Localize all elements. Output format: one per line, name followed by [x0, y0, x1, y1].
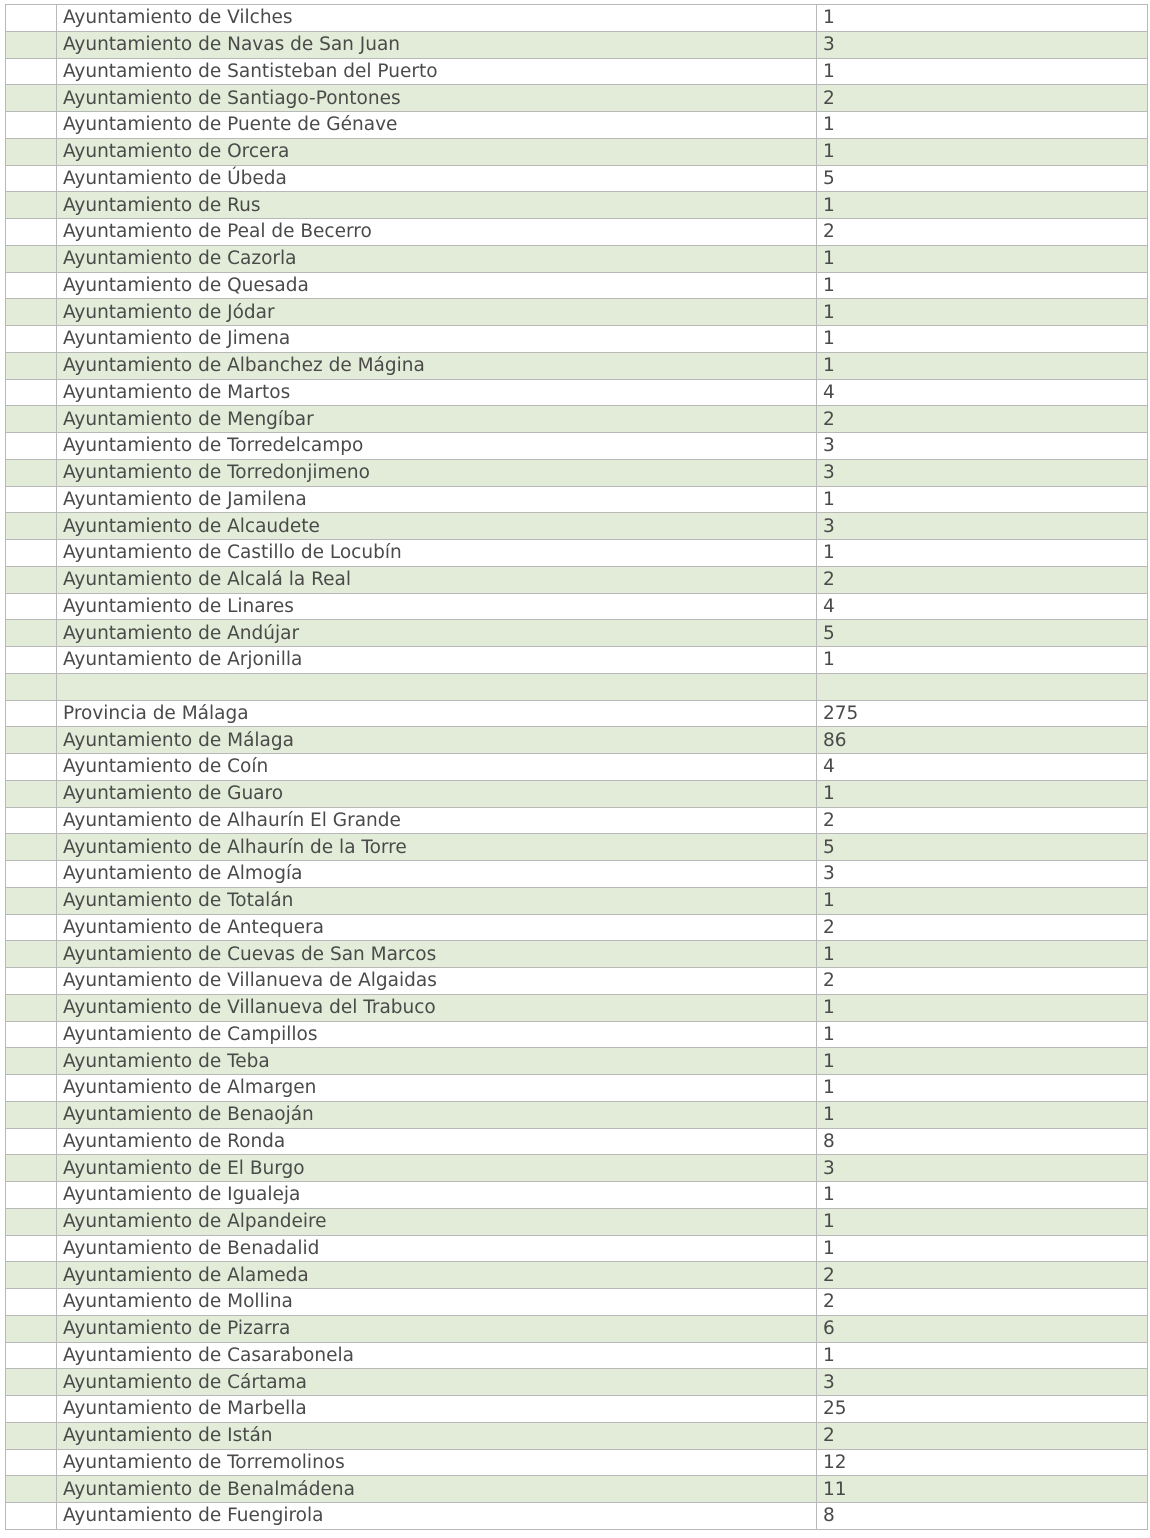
count-cell: 5: [817, 834, 1148, 861]
entity-name-cell: Ayuntamiento de Cártama: [57, 1369, 817, 1396]
count-cell: 6: [817, 1315, 1148, 1342]
table-body: [6, 5, 1148, 1530]
table-row: [6, 245, 1148, 272]
table-row: [6, 406, 1148, 433]
table-row: [6, 994, 1148, 1021]
entity-name-cell: Ayuntamiento de Jódar: [57, 299, 817, 326]
table-row: [6, 1128, 1148, 1155]
table-row: [6, 1342, 1148, 1369]
index-cell: [6, 406, 57, 433]
entity-name-cell: Ayuntamiento de Alcalá la Real: [57, 566, 817, 593]
table-row: [6, 1075, 1148, 1102]
index-cell: [6, 299, 57, 326]
count-cell: 1: [817, 887, 1148, 914]
index-cell: [6, 754, 57, 781]
index-cell: [6, 85, 57, 112]
entity-name-cell: Ayuntamiento de Cuevas de San Marcos: [57, 941, 817, 968]
entity-name-cell: Ayuntamiento de Arjonilla: [57, 647, 817, 674]
index-cell: [6, 1075, 57, 1102]
entity-name-cell: Ayuntamiento de Benalmádena: [57, 1476, 817, 1503]
entity-name-cell: Ayuntamiento de Alameda: [57, 1262, 817, 1289]
index-cell: [6, 433, 57, 460]
table-row: [6, 700, 1148, 727]
count-cell: 2: [817, 1262, 1148, 1289]
count-cell: 2: [817, 807, 1148, 834]
table-row: [6, 486, 1148, 513]
count-cell: 1: [817, 112, 1148, 139]
entity-name-cell: Ayuntamiento de Santisteban del Puerto: [57, 58, 817, 85]
index-cell: [6, 486, 57, 513]
count-cell: 4: [817, 379, 1148, 406]
index-cell: [6, 1342, 57, 1369]
entity-name-cell: Ayuntamiento de Pizarra: [57, 1315, 817, 1342]
entity-name-cell: Ayuntamiento de Casarabonela: [57, 1342, 817, 1369]
count-cell: 1: [817, 138, 1148, 165]
entity-name-cell: Ayuntamiento de Albanchez de Mágina: [57, 352, 817, 379]
index-cell: [6, 1128, 57, 1155]
entity-name-cell: Ayuntamiento de Antequera: [57, 914, 817, 941]
table-row: [6, 58, 1148, 85]
index-cell: [6, 727, 57, 754]
index-cell: [6, 219, 57, 246]
count-cell: 1: [817, 326, 1148, 353]
table-row: [6, 459, 1148, 486]
entity-name-cell: Ayuntamiento de Úbeda: [57, 165, 817, 192]
count-cell: 2: [817, 406, 1148, 433]
table-row: [6, 1101, 1148, 1128]
entity-name-cell: Ayuntamiento de Linares: [57, 593, 817, 620]
entity-name-cell: Ayuntamiento de Torredelcampo: [57, 433, 817, 460]
entity-name-cell: Ayuntamiento de Alhaurín El Grande: [57, 807, 817, 834]
index-cell: [6, 834, 57, 861]
table-row: [6, 1048, 1148, 1075]
index-cell: [6, 807, 57, 834]
index-cell: [6, 914, 57, 941]
index-cell: [6, 112, 57, 139]
table-row: [6, 433, 1148, 460]
entity-name-cell: Ayuntamiento de Ronda: [57, 1128, 817, 1155]
count-cell: 1: [817, 1342, 1148, 1369]
table-row: [6, 754, 1148, 781]
table-row: [6, 780, 1148, 807]
index-cell: [6, 1235, 57, 1262]
entity-name-cell: Ayuntamiento de Alcaudete: [57, 513, 817, 540]
entity-name-cell: Ayuntamiento de Torremolinos: [57, 1449, 817, 1476]
entity-name-cell: Ayuntamiento de Quesada: [57, 272, 817, 299]
index-cell: [6, 1155, 57, 1182]
index-cell: [6, 165, 57, 192]
count-cell: 3: [817, 31, 1148, 58]
count-cell: 25: [817, 1396, 1148, 1423]
count-cell: 1: [817, 941, 1148, 968]
index-cell: [6, 138, 57, 165]
count-cell: 1: [817, 192, 1148, 219]
entity-name-cell: Ayuntamiento de Orcera: [57, 138, 817, 165]
index-cell: [6, 513, 57, 540]
count-cell: 1: [817, 299, 1148, 326]
entity-name-cell: Ayuntamiento de Coín: [57, 754, 817, 781]
entity-name-cell: Ayuntamiento de Igualeja: [57, 1182, 817, 1209]
index-cell: [6, 5, 57, 32]
count-cell: 3: [817, 513, 1148, 540]
entity-name-cell: Ayuntamiento de Mengíbar: [57, 406, 817, 433]
count-cell: 3: [817, 1369, 1148, 1396]
count-cell: 2: [817, 1422, 1148, 1449]
index-cell: [6, 1182, 57, 1209]
count-cell: 1: [817, 994, 1148, 1021]
count-cell: 5: [817, 620, 1148, 647]
count-cell: 8: [817, 1128, 1148, 1155]
index-cell: [6, 326, 57, 353]
index-cell: [6, 1048, 57, 1075]
entity-name-cell: Ayuntamiento de Guaro: [57, 780, 817, 807]
entity-name-cell: Ayuntamiento de Fuengirola: [57, 1503, 817, 1530]
index-cell: [6, 1369, 57, 1396]
entity-name-cell: Ayuntamiento de Almogía: [57, 861, 817, 888]
index-cell: [6, 994, 57, 1021]
table-row: [6, 513, 1148, 540]
table-row: [6, 540, 1148, 567]
table-row: [6, 620, 1148, 647]
index-cell: [6, 1101, 57, 1128]
index-cell: [6, 968, 57, 995]
index-cell: [6, 1021, 57, 1048]
table-row: [6, 112, 1148, 139]
entity-name-cell: Ayuntamiento de Istán: [57, 1422, 817, 1449]
table-row: [6, 326, 1148, 353]
index-cell: [6, 941, 57, 968]
table-row: [6, 1503, 1148, 1530]
entity-name-cell: Ayuntamiento de Marbella: [57, 1396, 817, 1423]
table-row: [6, 566, 1148, 593]
index-cell: [6, 593, 57, 620]
table-row: [6, 1182, 1148, 1209]
entity-name-cell: Ayuntamiento de Vilches: [57, 5, 817, 32]
count-cell: 1: [817, 58, 1148, 85]
count-cell: 275: [817, 700, 1148, 727]
count-cell: 1: [817, 5, 1148, 32]
table-row: [6, 272, 1148, 299]
entity-name-cell: Ayuntamiento de Jimena: [57, 326, 817, 353]
entity-name-cell: Ayuntamiento de Villanueva de Algaidas: [57, 968, 817, 995]
table-row: [6, 192, 1148, 219]
count-cell: 4: [817, 593, 1148, 620]
count-cell: 1: [817, 486, 1148, 513]
table-row: [6, 299, 1148, 326]
entity-name-cell: Ayuntamiento de Andújar: [57, 620, 817, 647]
index-cell: [6, 1503, 57, 1530]
count-cell: 1: [817, 1208, 1148, 1235]
count-cell: 86: [817, 727, 1148, 754]
count-cell: 1: [817, 1101, 1148, 1128]
table-row: [6, 727, 1148, 754]
index-cell: [6, 1476, 57, 1503]
entity-name-cell: Ayuntamiento de Teba: [57, 1048, 817, 1075]
count-cell: 1: [817, 1048, 1148, 1075]
count-cell: 4: [817, 754, 1148, 781]
count-cell: 1: [817, 540, 1148, 567]
entity-name-cell: Ayuntamiento de Torredonjimeno: [57, 459, 817, 486]
entity-name-cell: Ayuntamiento de Martos: [57, 379, 817, 406]
entity-name-cell: Ayuntamiento de Castillo de Locubín: [57, 540, 817, 567]
index-cell: [6, 1396, 57, 1423]
index-cell: [6, 673, 57, 700]
count-cell: 2: [817, 968, 1148, 995]
entity-name-cell: Ayuntamiento de Alhaurín de la Torre: [57, 834, 817, 861]
index-cell: [6, 1315, 57, 1342]
table-row: [6, 673, 1148, 700]
table-row: [6, 1262, 1148, 1289]
entity-name-cell: Ayuntamiento de Mollina: [57, 1289, 817, 1316]
count-cell: 3: [817, 1155, 1148, 1182]
index-cell: [6, 58, 57, 85]
table-row: [6, 31, 1148, 58]
table-row: [6, 165, 1148, 192]
entity-name-cell: Ayuntamiento de Santiago-Pontones: [57, 85, 817, 112]
entity-name-cell: Ayuntamiento de Cazorla: [57, 245, 817, 272]
index-cell: [6, 31, 57, 58]
index-cell: [6, 780, 57, 807]
count-cell: 3: [817, 861, 1148, 888]
index-cell: [6, 272, 57, 299]
municipality-table: [5, 4, 1148, 1530]
table-row: [6, 1289, 1148, 1316]
count-cell: 1: [817, 272, 1148, 299]
table-row: [6, 834, 1148, 861]
table-row: [6, 968, 1148, 995]
entity-name-cell: Ayuntamiento de Almargen: [57, 1075, 817, 1102]
table-row: [6, 887, 1148, 914]
count-cell: 1: [817, 1235, 1148, 1262]
table-row: [6, 352, 1148, 379]
table-row: [6, 1369, 1148, 1396]
index-cell: [6, 566, 57, 593]
table-row: [6, 1155, 1148, 1182]
index-cell: [6, 1449, 57, 1476]
count-cell: 2: [817, 914, 1148, 941]
entity-name-cell: Ayuntamiento de Jamilena: [57, 486, 817, 513]
count-cell: 3: [817, 459, 1148, 486]
entity-name-cell: Ayuntamiento de Alpandeire: [57, 1208, 817, 1235]
count-cell: [817, 673, 1148, 700]
index-cell: [6, 647, 57, 674]
table-row: [6, 647, 1148, 674]
index-cell: [6, 192, 57, 219]
count-cell: 2: [817, 219, 1148, 246]
index-cell: [6, 700, 57, 727]
count-cell: 1: [817, 1021, 1148, 1048]
count-cell: 1: [817, 647, 1148, 674]
index-cell: [6, 1262, 57, 1289]
table-row: [6, 219, 1148, 246]
table-row: [6, 5, 1148, 32]
count-cell: 2: [817, 566, 1148, 593]
entity-name-cell: Ayuntamiento de Benadalid: [57, 1235, 817, 1262]
table-row: [6, 85, 1148, 112]
entity-name-cell: Ayuntamiento de Totalán: [57, 887, 817, 914]
entity-name-cell: Ayuntamiento de Benaoján: [57, 1101, 817, 1128]
index-cell: [6, 1289, 57, 1316]
entity-name-cell: Provincia de Málaga: [57, 700, 817, 727]
table-row: [6, 1422, 1148, 1449]
index-cell: [6, 352, 57, 379]
count-cell: 3: [817, 433, 1148, 460]
index-cell: [6, 459, 57, 486]
index-cell: [6, 620, 57, 647]
index-cell: [6, 379, 57, 406]
table-row: [6, 914, 1148, 941]
table-row: [6, 807, 1148, 834]
entity-name-cell: Ayuntamiento de Puente de Génave: [57, 112, 817, 139]
index-cell: [6, 861, 57, 888]
table-row: [6, 861, 1148, 888]
entity-name-cell: Ayuntamiento de Málaga: [57, 727, 817, 754]
index-cell: [6, 1208, 57, 1235]
index-cell: [6, 540, 57, 567]
entity-name-cell: Ayuntamiento de Navas de San Juan: [57, 31, 817, 58]
table-row: [6, 593, 1148, 620]
count-cell: 1: [817, 1182, 1148, 1209]
entity-name-cell: Ayuntamiento de Peal de Becerro: [57, 219, 817, 246]
count-cell: 8: [817, 1503, 1148, 1530]
count-cell: 1: [817, 352, 1148, 379]
index-cell: [6, 887, 57, 914]
entity-name-cell: Ayuntamiento de El Burgo: [57, 1155, 817, 1182]
entity-name-cell: Ayuntamiento de Villanueva del Trabuco: [57, 994, 817, 1021]
count-cell: 1: [817, 245, 1148, 272]
table-row: [6, 379, 1148, 406]
table-row: [6, 1449, 1148, 1476]
entity-name-cell: Ayuntamiento de Campillos: [57, 1021, 817, 1048]
entity-name-cell: Ayuntamiento de Rus: [57, 192, 817, 219]
index-cell: [6, 245, 57, 272]
table-row: [6, 1396, 1148, 1423]
table-row: [6, 941, 1148, 968]
index-cell: [6, 1422, 57, 1449]
count-cell: 2: [817, 1289, 1148, 1316]
table-row: [6, 1021, 1148, 1048]
count-cell: 11: [817, 1476, 1148, 1503]
count-cell: 5: [817, 165, 1148, 192]
table-row: [6, 1208, 1148, 1235]
table-row: [6, 1235, 1148, 1262]
entity-name-cell: [57, 673, 817, 700]
table-row: [6, 138, 1148, 165]
table-row: [6, 1315, 1148, 1342]
count-cell: 12: [817, 1449, 1148, 1476]
count-cell: 1: [817, 1075, 1148, 1102]
count-cell: 2: [817, 85, 1148, 112]
count-cell: 1: [817, 780, 1148, 807]
table-row: [6, 1476, 1148, 1503]
